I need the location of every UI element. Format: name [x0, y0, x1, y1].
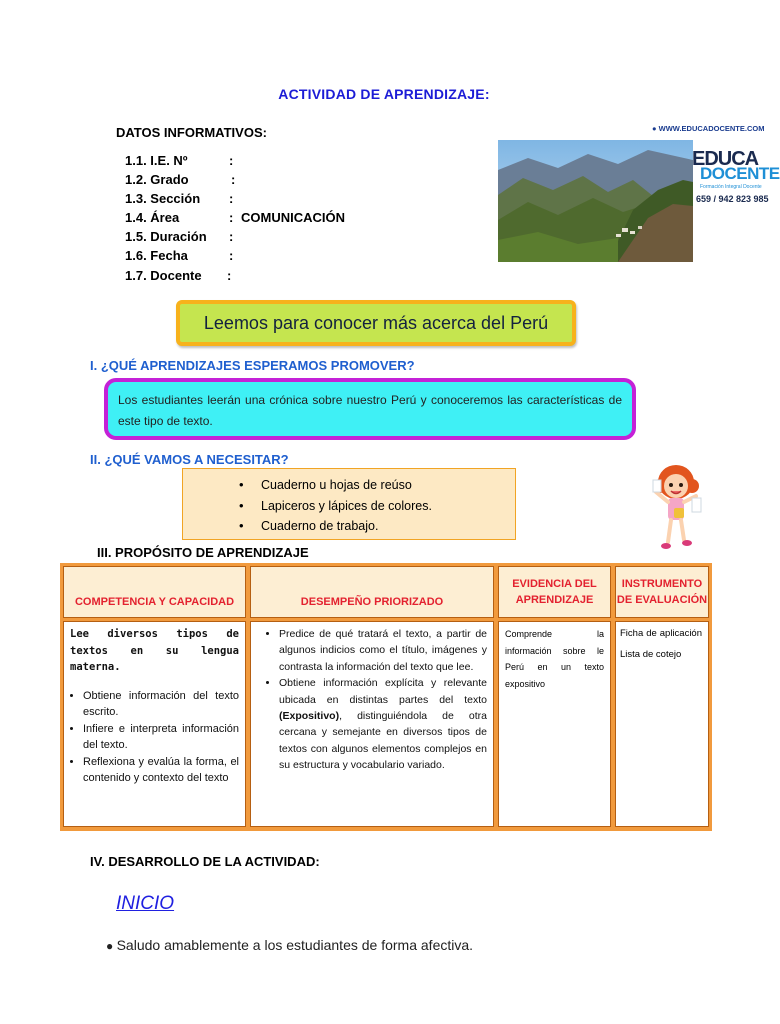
page-title: ACTIVIDAD DE APRENDIZAJE:	[278, 86, 490, 102]
section-1-heading: I. ¿QUÉ APRENDIZAJES ESPERAMOS PROMOVER?	[90, 358, 415, 373]
desempeno-item: • Predice de qué tratará el texto, a partir de algunos indicios como el título, imágenes y contrasta la información del texto que lee.	[279, 626, 487, 675]
info-value-area: COMUNICACIÓN	[241, 210, 345, 225]
instrumento-cell	[615, 621, 709, 827]
material-item: • Cuaderno u hojas de reúso	[261, 475, 515, 496]
header-competencia-text: COMPETENCIA Y CAPACIDAD	[74, 596, 235, 608]
capacidad-item: • Reflexiona y evalúa la forma, el contenido y contexto del texto	[83, 754, 239, 787]
info-label: 1.3. Sección	[125, 191, 201, 206]
girl-illustration	[650, 462, 702, 554]
info-colon: :	[231, 172, 236, 187]
evidencia-cell: Comprende la información sobre le Perú en un texto expositivo	[498, 621, 611, 827]
header-desempeno	[250, 566, 494, 618]
logo-url	[652, 124, 764, 133]
header-evidencia	[498, 566, 611, 618]
info-label: 1.7. Docente	[125, 268, 202, 283]
header-desempeno-text: DESEMPEÑO PRIORIZADO	[300, 596, 444, 608]
globe-icon: ●	[652, 124, 659, 133]
info-colon: :	[229, 153, 234, 168]
info-label: 1.5. Duración	[125, 229, 207, 244]
info-label: 1.6. Fecha	[125, 248, 188, 263]
section-2-heading: II. ¿QUÉ VAMOS A NECESITAR?	[90, 452, 289, 467]
info-colon: :	[229, 248, 234, 263]
section-4-heading: IV. DESARROLLO DE LA ACTIVIDAD:	[90, 854, 320, 869]
section-3-heading: III. PROPÓSITO DE APRENDIZAJE	[97, 545, 309, 560]
capacidades-list	[70, 688, 239, 787]
instrumento-item: Ficha de aplicación	[620, 628, 702, 639]
activity-title-banner: Leemos para conocer más acerca del Perú	[176, 300, 576, 346]
logo-phone: 659 / 942 823 985	[696, 194, 769, 204]
competencia-lead: Lee diversos tipos de textos en su lengua materna.	[70, 628, 239, 673]
header-instrumento-text: INSTRUMENTO DE EVALUACIÓN	[616, 578, 708, 606]
material-item: • Cuaderno de trabajo.	[261, 516, 515, 537]
inicio-heading: INICIO	[116, 893, 175, 914]
desempeno-cell	[250, 621, 494, 827]
desempeno-item	[279, 675, 487, 773]
desempeno-bold: (Expositivo)	[279, 710, 340, 723]
capacidad-item: • Infiere e interpreta información del texto.	[83, 721, 239, 754]
logo-url-text: WWW.EDUCADOCENTE.COM	[658, 124, 765, 133]
material-item: • Lapiceros y lápices de colores.	[261, 496, 515, 517]
educadocente-logo	[652, 124, 780, 210]
header-instrumento	[615, 566, 709, 618]
info-label: 1.2. Grado	[125, 172, 189, 187]
info-label: 1.4. Área	[125, 210, 180, 225]
bullet-icon: ●	[106, 939, 117, 953]
datos-informativos-heading: DATOS INFORMATIVOS:	[116, 125, 267, 140]
instrumento-item: Lista de cotejo	[620, 649, 682, 660]
purpose-table	[60, 563, 712, 831]
materials-box	[182, 468, 516, 540]
inicio-item	[106, 937, 473, 953]
capacidad-item: • Obtiene información del texto escrito.	[83, 688, 239, 721]
info-colon: :	[229, 210, 234, 225]
desempeno-text: Obtiene información explícita y relevante ubicada en distintas partes del texto	[279, 677, 487, 706]
inicio-item-text: Saludo amablemente a los estudiantes de forma afectiva.	[116, 937, 474, 953]
header-competencia	[63, 566, 246, 618]
competencia-cell	[63, 621, 246, 827]
purpose-box: Los estudiantes leerán una crónica sobre nuestro Perú y conoceremos las características de este tipo de texto.	[104, 378, 636, 440]
header-evidencia-text: EVIDENCIA DEL APRENDIZAJE	[512, 578, 597, 606]
logo-tagline: Formación Integral Docente	[700, 184, 762, 190]
desempeno-list	[255, 626, 487, 774]
info-colon: :	[227, 268, 232, 283]
info-label: 1.1. I.E. Nº	[125, 153, 188, 168]
info-colon: :	[229, 191, 234, 206]
desempeno-text: , distinguiéndola de otra cercana y semejante en diversos tipos de textos con algunos elementos complejos en su estructura y vocabulario variado.	[279, 710, 487, 772]
logo-docente: DOCENTE	[700, 164, 780, 183]
info-colon: :	[229, 229, 234, 244]
logo-educa: EDUCA	[692, 148, 759, 170]
